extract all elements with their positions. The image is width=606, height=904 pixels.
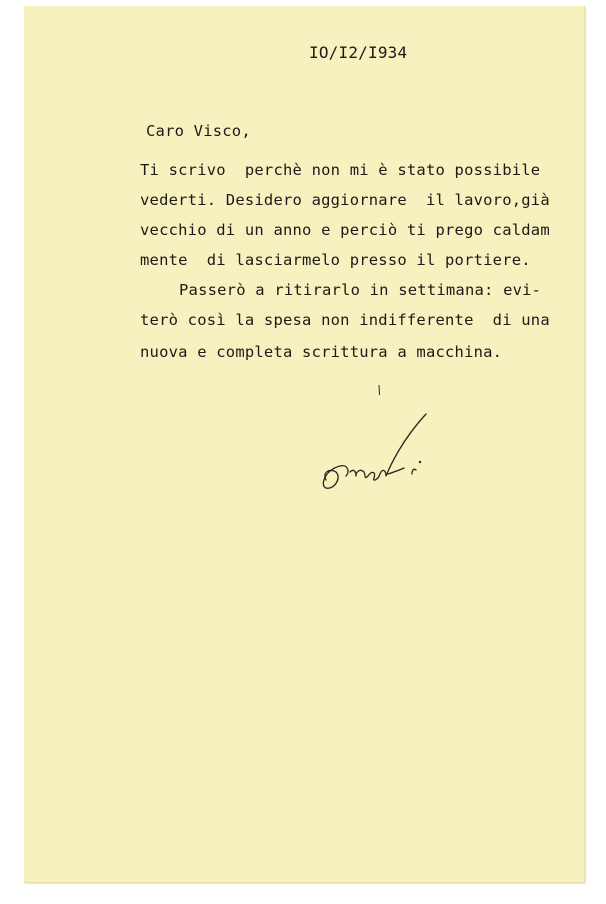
body-line-6: terò così la spesa non indifferente di una [140, 311, 550, 329]
body-line-4: mente di lasciarmelo presso il portiere. [140, 251, 531, 269]
body-line-1: Ti scrivo perchè non mi è stato possibile [140, 161, 541, 179]
letter-date: IO/I2/I934 [309, 43, 408, 62]
handwritten-signature [316, 410, 456, 500]
body-line-7: nuova e completa scrittura a macchina. [140, 343, 503, 361]
body-line-5: Passerò a ritirarlo in settimana: evi- [179, 281, 542, 299]
ink-mark [376, 384, 382, 396]
salutation: Caro Visco, [146, 122, 251, 140]
letter-sheet [24, 6, 585, 883]
body-line-2: vederti. Desidero aggiornare il lavoro,già [140, 191, 550, 209]
body-line-3: vecchio di un anno e perciò ti prego caldam [140, 221, 550, 239]
